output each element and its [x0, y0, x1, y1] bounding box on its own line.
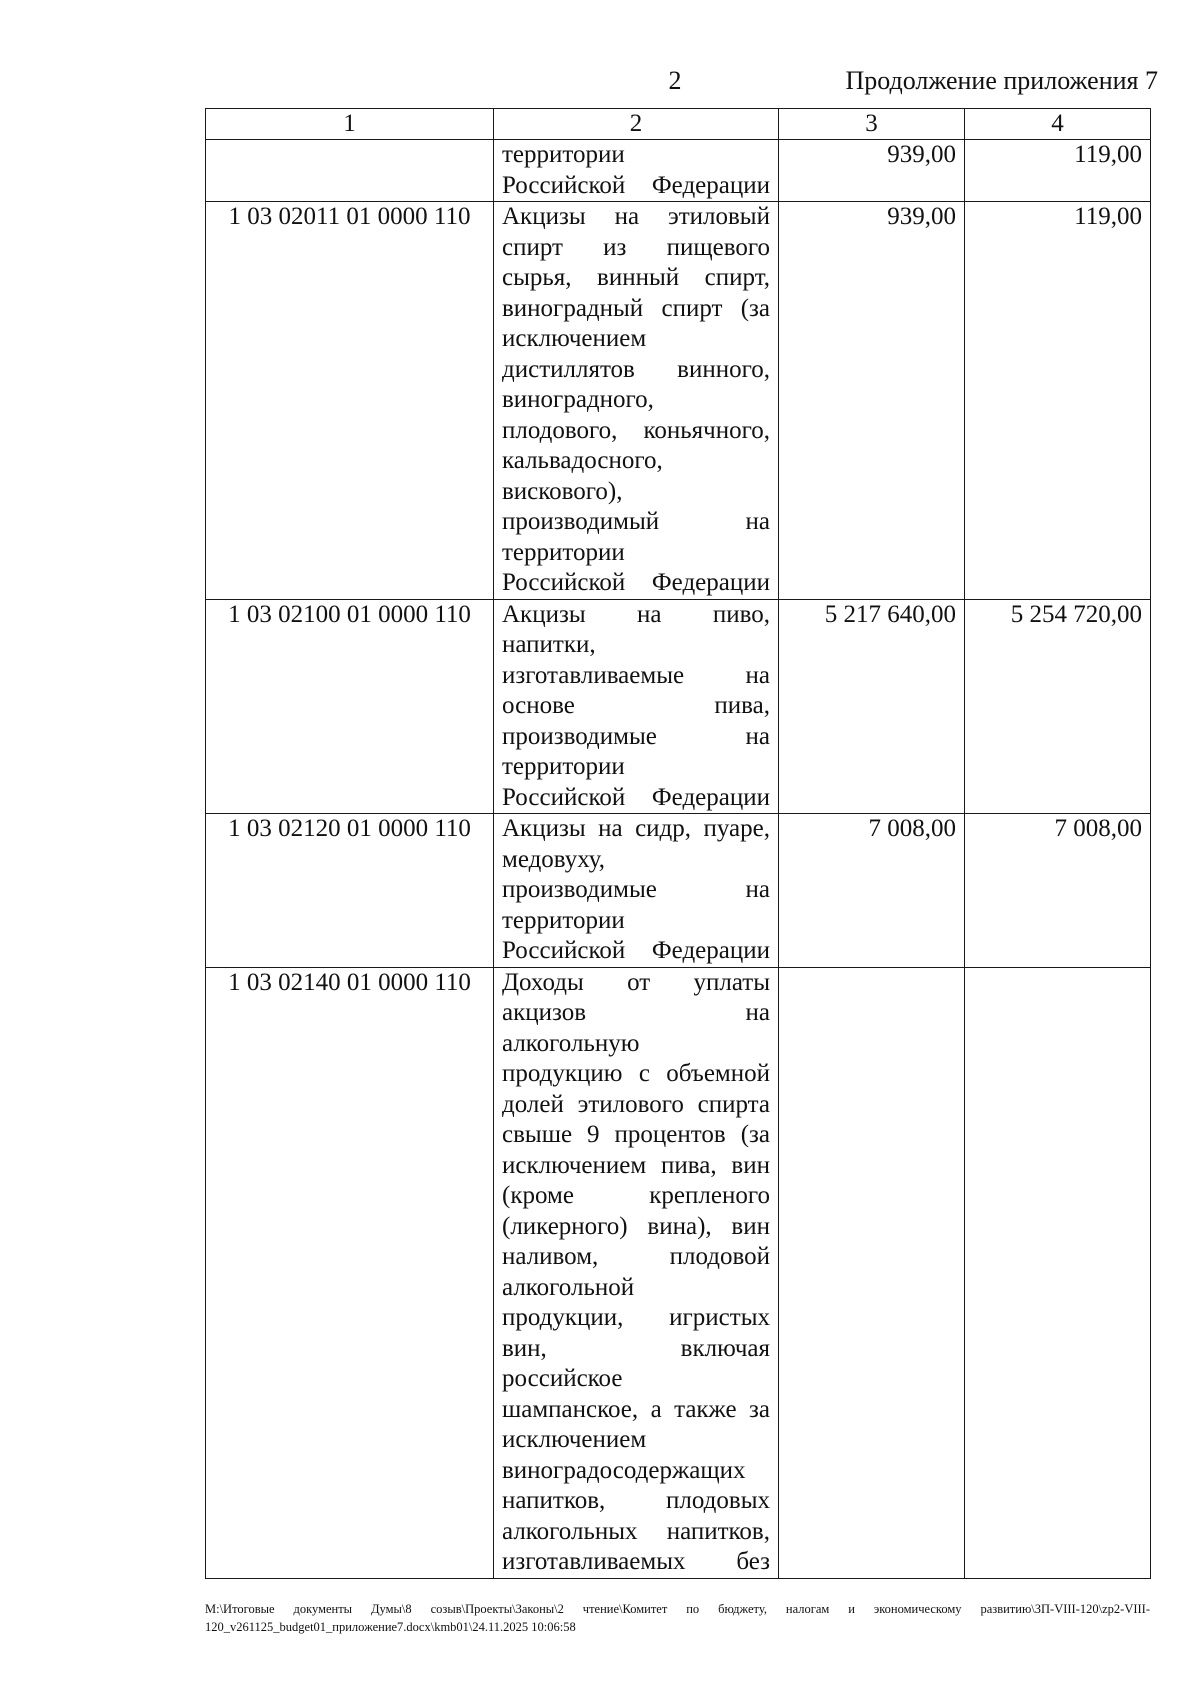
- description-line: вин, включая: [502, 1334, 770, 1362]
- description-line: кальвадосного,: [502, 447, 663, 474]
- description-line: территории: [502, 753, 625, 780]
- description-line: изготавливаемых без: [502, 1548, 770, 1575]
- income-description-cell: [494, 814, 779, 968]
- description-line: дистиллятов винного,: [502, 355, 770, 383]
- description-line: напитки,: [502, 631, 596, 658]
- description-line: вискового),: [502, 477, 623, 505]
- description-line: шампанское, а также за: [502, 1395, 770, 1423]
- description-line: Российской Федерации: [502, 937, 770, 964]
- table-row: [206, 202, 1151, 600]
- income-code-cell: 1 03 02120 01 0000 110: [206, 814, 494, 968]
- column-header-3: 3: [779, 109, 965, 140]
- description-line: Акцизы на этиловый: [502, 203, 770, 230]
- column-header-1: 1: [206, 109, 494, 140]
- description-line: изготавливаемые на: [502, 661, 770, 689]
- description-line: исключением пива, вин: [502, 1151, 770, 1179]
- description-line: Акцизы на сидр, пуаре,: [502, 815, 770, 842]
- table-row: [206, 140, 1151, 202]
- description-line: Российской Федерации: [502, 569, 770, 596]
- description-line: российское: [502, 1365, 623, 1392]
- amount-col4-cell: [965, 967, 1151, 1578]
- amount-col4-cell: 7 008,00: [965, 814, 1151, 968]
- income-code-cell: 1 03 02100 01 0000 110: [206, 599, 494, 814]
- table-header: [206, 109, 1151, 140]
- description-line: виноградного,: [502, 386, 654, 413]
- description-line: Доходы от уплаты: [502, 968, 770, 996]
- description-line: сырья, винный спирт,: [502, 264, 770, 291]
- appendix-continuation-label: Продолжение приложения 7: [845, 66, 1158, 95]
- table-header-row: [206, 109, 1151, 140]
- description-line: производимые на: [502, 722, 770, 750]
- table-row: [206, 814, 1151, 968]
- description-line: производимый на: [502, 508, 770, 535]
- income-description-cell: [494, 140, 779, 202]
- description-line: спирт из пищевого: [502, 233, 770, 261]
- description-line: плодового, коньячного,: [502, 416, 770, 444]
- description-line: алкогольной: [502, 1273, 635, 1301]
- description-line: основе пива,: [502, 692, 770, 719]
- column-header-4: 4: [965, 109, 1151, 140]
- description-line: алкогольных напитков,: [502, 1517, 770, 1545]
- description-line: продукцию с объемной: [502, 1060, 770, 1087]
- description-line: виноградосодержащих: [502, 1456, 746, 1484]
- description-line: Российской Федерации: [502, 783, 770, 811]
- table-row: [206, 599, 1151, 814]
- amount-col3-cell: 7 008,00: [779, 814, 965, 968]
- column-header-2: 2: [494, 109, 779, 140]
- description-line: медовуху,: [502, 845, 606, 873]
- income-description-cell: [494, 202, 779, 600]
- amount-col4-cell: 119,00: [965, 140, 1151, 202]
- income-code-cell: 1 03 02011 01 0000 110: [206, 202, 494, 600]
- description-line: напитков, плодовых: [502, 1487, 770, 1514]
- description-line: долей этилового спирта: [502, 1090, 770, 1118]
- amount-col4-cell: 119,00: [965, 202, 1151, 600]
- amount-col4-cell: 5 254 720,00: [965, 599, 1151, 814]
- description-line: Российской Федерации: [502, 171, 770, 199]
- description-line: территории: [502, 141, 625, 168]
- income-code-cell: [206, 140, 494, 202]
- income-description-cell: [494, 599, 779, 814]
- amount-col3-cell: [779, 967, 965, 1578]
- description-line: алкогольную: [502, 1029, 640, 1057]
- description-line: Акцизы на пиво,: [502, 600, 770, 628]
- description-line: виноградный спирт (за: [502, 294, 770, 322]
- description-line: территории: [502, 538, 625, 566]
- amount-col3-cell: 939,00: [779, 202, 965, 600]
- description-line: акцизов на: [502, 999, 770, 1026]
- amount-col3-cell: 939,00: [779, 140, 965, 202]
- page-number: 2: [668, 66, 682, 95]
- income-code-cell: 1 03 02140 01 0000 110: [206, 967, 494, 1578]
- description-line: исключением: [502, 1426, 647, 1453]
- amount-col3-cell: 5 217 640,00: [779, 599, 965, 814]
- description-line: территории: [502, 906, 625, 934]
- budget-table: [205, 108, 1151, 1579]
- table-row: [206, 967, 1151, 1578]
- description-line: наливом, плодовой: [502, 1243, 770, 1270]
- table-body: [206, 140, 1151, 1579]
- income-description-cell: [494, 967, 779, 1578]
- description-line: (ликерного) вина), вин: [502, 1212, 770, 1240]
- document-path-footer: M:\Итоговые документы Думы\8 созыв\Проекты\Законы\2 чтение\Комитет по бюджету, налогам и экономическому развитию\ЗП-VIII-120\zp2-VIII-120_v261125_budget01_приложение7.docx\kmb01\24.11.2025 10:06:58: [205, 1602, 1150, 1634]
- description-line: исключением: [502, 325, 647, 352]
- description-line: свыше 9 процентов (за: [502, 1121, 770, 1148]
- description-line: производимые на: [502, 876, 770, 903]
- description-line: (кроме крепленого: [502, 1182, 770, 1209]
- description-line: продукции, игристых: [502, 1304, 770, 1331]
